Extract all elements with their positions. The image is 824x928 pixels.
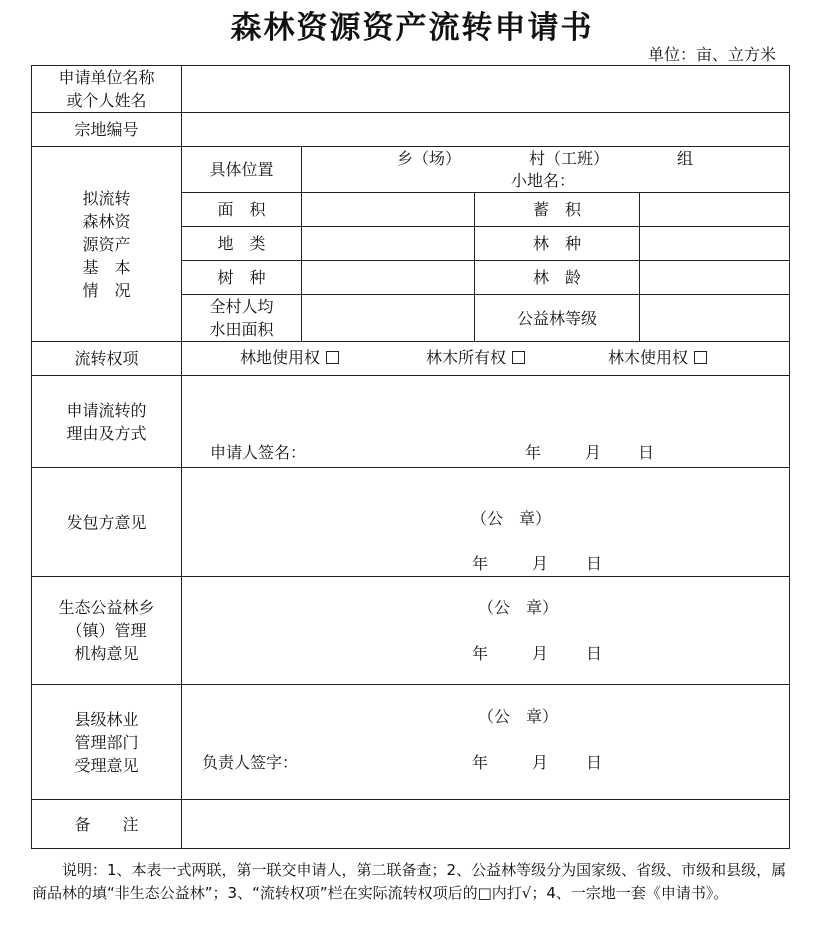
checkbox-icon[interactable] bbox=[326, 351, 339, 364]
checkbox-icon[interactable] bbox=[512, 351, 525, 364]
applicant-field[interactable] bbox=[182, 66, 789, 113]
eco-management-opinion-field[interactable] bbox=[182, 577, 789, 685]
location-cun: 村（工班） bbox=[529, 149, 610, 168]
right-option-tree-use[interactable]: 林木使用权 bbox=[608, 347, 707, 369]
contractor-opinion-field[interactable] bbox=[182, 468, 789, 577]
date-year: 年 bbox=[525, 443, 542, 462]
eco-management-opinion-label: 生态公益林乡 （镇）管理 机构意见 bbox=[32, 577, 182, 685]
land-type-field[interactable] bbox=[302, 227, 475, 261]
area-field[interactable] bbox=[302, 193, 475, 227]
unit-label: 单位：亩、立方米 bbox=[647, 45, 776, 64]
parcel-no-label: 宗地编号 bbox=[32, 113, 182, 147]
date-month: 月 bbox=[532, 753, 549, 772]
rights-options bbox=[182, 342, 789, 376]
date-day: 日 bbox=[586, 554, 603, 573]
location-place-name: 小地名： bbox=[511, 171, 576, 190]
basic-info-label: 拟流转 森林资 源资产 基 本 情 况 bbox=[32, 147, 182, 342]
explanation-note: 说明：1、本表一式两联，第一联交申请人，第二联备查；2、公益林等级分为国家级、省级、市级和县级，属商品林的填“非生态公益林”；3、“流转权项”栏在实际流转权项后的□内打√；4、一宗地一套《申请书》。 bbox=[32, 861, 787, 902]
area-label: 面 积 bbox=[182, 193, 302, 227]
rights-label: 流转权项 bbox=[32, 342, 182, 376]
location-field[interactable] bbox=[302, 147, 789, 193]
right-option-tree-ownership[interactable]: 林木所有权 bbox=[426, 347, 525, 369]
tree-species-label: 树 种 bbox=[182, 261, 302, 295]
county-opinion-field[interactable] bbox=[182, 685, 789, 800]
date-month: 月 bbox=[585, 443, 602, 462]
forest-age-field[interactable] bbox=[640, 261, 789, 295]
applicant-signature-label: 申请人签名： bbox=[210, 443, 307, 462]
date-year: 年 bbox=[472, 753, 489, 772]
official-seal-label: （公 章） bbox=[471, 509, 552, 528]
remarks-label: 备 注 bbox=[32, 800, 182, 848]
date-month: 月 bbox=[532, 644, 549, 663]
ecoforest-grade-field[interactable] bbox=[640, 295, 789, 342]
right-option-land-use[interactable]: 林地使用权 bbox=[240, 347, 339, 369]
paddy-area-field[interactable] bbox=[302, 295, 475, 342]
application-form-table bbox=[31, 65, 790, 849]
date-day: 日 bbox=[586, 753, 603, 772]
contractor-opinion-label: 发包方意见 bbox=[32, 468, 182, 577]
parcel-no-field[interactable] bbox=[182, 113, 789, 147]
county-opinion-label: 县级林业 管理部门 受理意见 bbox=[32, 685, 182, 800]
forest-age-label: 林 龄 bbox=[475, 261, 640, 295]
land-type-label: 地 类 bbox=[182, 227, 302, 261]
location-xiang: 乡（场） bbox=[397, 149, 462, 168]
checkbox-icon[interactable] bbox=[694, 351, 707, 364]
reason-label: 申请流转的 理由及方式 bbox=[32, 376, 182, 468]
date-day: 日 bbox=[586, 644, 603, 663]
date-year: 年 bbox=[472, 554, 489, 573]
location-label: 具体位置 bbox=[182, 147, 302, 193]
date-month: 月 bbox=[532, 554, 549, 573]
remarks-field[interactable] bbox=[182, 800, 789, 848]
stock-label: 蓄 积 bbox=[475, 193, 640, 227]
paddy-area-label: 全村人均 水田面积 bbox=[182, 295, 302, 342]
location-zu: 组 bbox=[677, 149, 694, 168]
tree-species-field[interactable] bbox=[302, 261, 475, 295]
date-day: 日 bbox=[638, 443, 655, 462]
responsible-signature-label: 负责人签字： bbox=[202, 753, 299, 772]
official-seal-label: （公 章） bbox=[478, 707, 559, 726]
forest-type-field[interactable] bbox=[640, 227, 789, 261]
applicant-label: 申请单位名称 或个人姓名 bbox=[32, 66, 182, 113]
reason-field[interactable] bbox=[182, 376, 789, 468]
forest-type-label: 林 种 bbox=[475, 227, 640, 261]
page-title: 森林资源资产流转申请书 bbox=[230, 10, 594, 46]
ecoforest-grade-label: 公益林等级 bbox=[475, 295, 640, 342]
stock-field[interactable] bbox=[640, 193, 789, 227]
official-seal-label: （公 章） bbox=[478, 598, 559, 617]
date-year: 年 bbox=[472, 644, 489, 663]
